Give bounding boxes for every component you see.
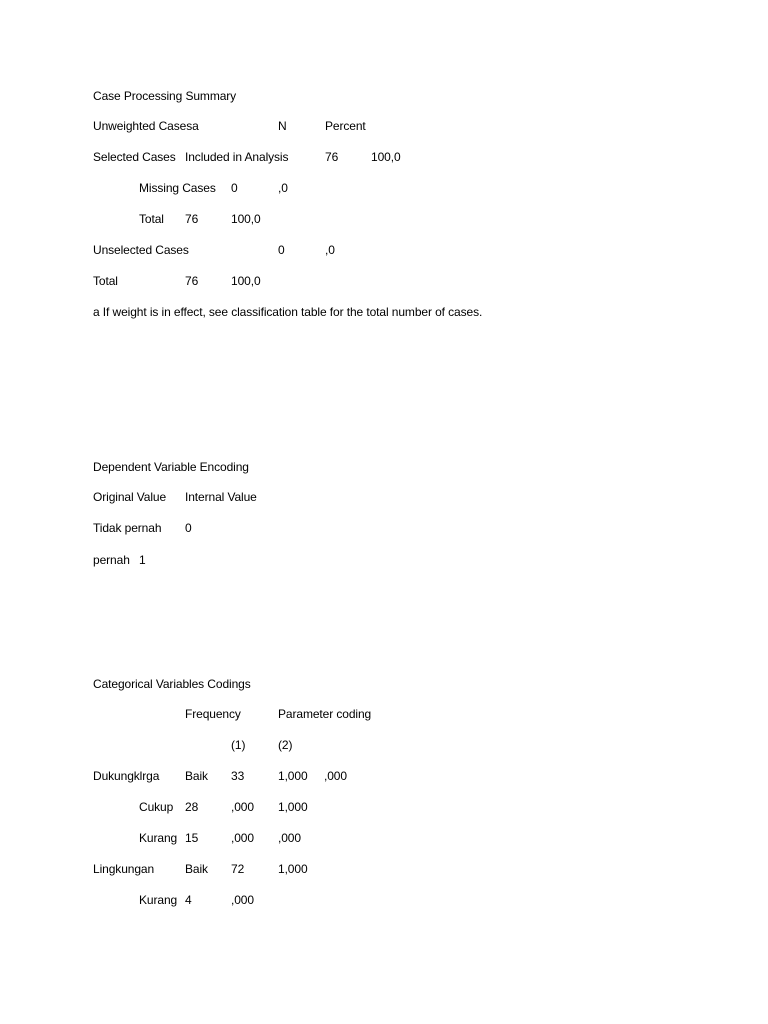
category-param-2: ,000 bbox=[278, 831, 301, 845]
category-param-1: ,000 bbox=[231, 831, 254, 845]
category-frequency: 15 bbox=[185, 831, 199, 845]
included-n: 76 bbox=[325, 150, 339, 164]
header-param-1: (1) bbox=[231, 738, 246, 752]
unselected-cases-label: Unselected Cases bbox=[93, 243, 189, 257]
category-param-1: ,000 bbox=[231, 800, 254, 814]
category-frequency: 72 bbox=[231, 862, 245, 876]
category-param-1: 1,000 bbox=[278, 862, 308, 876]
header-original-value: Original Value bbox=[93, 490, 167, 504]
header-param-2: (2) bbox=[278, 738, 293, 752]
selected-cases-label: Selected Cases bbox=[93, 150, 176, 164]
category-label: Baik bbox=[185, 862, 208, 876]
unselected-percent: ,0 bbox=[325, 243, 335, 257]
total-label: Total bbox=[93, 274, 118, 288]
missing-cases-label: Missing Cases bbox=[139, 181, 216, 195]
header-frequency: Frequency bbox=[185, 707, 241, 721]
dependent-encoding-title: Dependent Variable Encoding bbox=[93, 460, 249, 474]
selected-total-n: 76 bbox=[185, 212, 199, 226]
category-param-1: ,000 bbox=[231, 893, 254, 907]
encoding-row-internal: 0 bbox=[185, 521, 192, 535]
included-label: Included in Analysis bbox=[185, 150, 289, 164]
header-percent: Percent bbox=[325, 119, 366, 133]
selected-total-percent: 100,0 bbox=[231, 212, 261, 226]
total-percent: 100,0 bbox=[231, 274, 261, 288]
category-param-1: 1,000 bbox=[278, 769, 308, 783]
category-frequency: 33 bbox=[231, 769, 245, 783]
category-frequency: 28 bbox=[185, 800, 199, 814]
category-label: Baik bbox=[185, 769, 208, 783]
header-n: N bbox=[278, 119, 287, 133]
categorical-codings-title: Categorical Variables Codings bbox=[93, 677, 251, 691]
included-percent: 100,0 bbox=[371, 150, 401, 164]
category-label: Kurang bbox=[139, 893, 178, 907]
weight-footnote: a If weight is in effect, see classification table for the total number of cases. bbox=[93, 305, 483, 319]
encoding-row-original: pernah bbox=[93, 553, 130, 567]
category-label: Kurang bbox=[139, 831, 178, 845]
category-frequency: 4 bbox=[185, 893, 192, 907]
missing-n: 0 bbox=[231, 181, 238, 195]
missing-percent: ,0 bbox=[278, 181, 288, 195]
category-param-2: 1,000 bbox=[278, 800, 308, 814]
total-n: 76 bbox=[185, 274, 199, 288]
unselected-n: 0 bbox=[278, 243, 285, 257]
encoding-row-internal: 1 bbox=[139, 553, 146, 567]
header-unweighted-cases: Unweighted Casesa bbox=[93, 119, 199, 133]
case-processing-title: Case Processing Summary bbox=[93, 89, 237, 103]
header-internal-value: Internal Value bbox=[185, 490, 257, 504]
variable-label-lingkungan: Lingkungan bbox=[93, 862, 155, 876]
selected-total-label: Total bbox=[139, 212, 164, 226]
encoding-row-original: Tidak pernah bbox=[93, 521, 162, 535]
category-label: Cukup bbox=[139, 800, 174, 814]
category-param-2: ,000 bbox=[324, 769, 347, 783]
variable-label-dukungklrga: Dukungklrga bbox=[93, 769, 160, 783]
header-parameter-coding: Parameter coding bbox=[278, 707, 372, 721]
